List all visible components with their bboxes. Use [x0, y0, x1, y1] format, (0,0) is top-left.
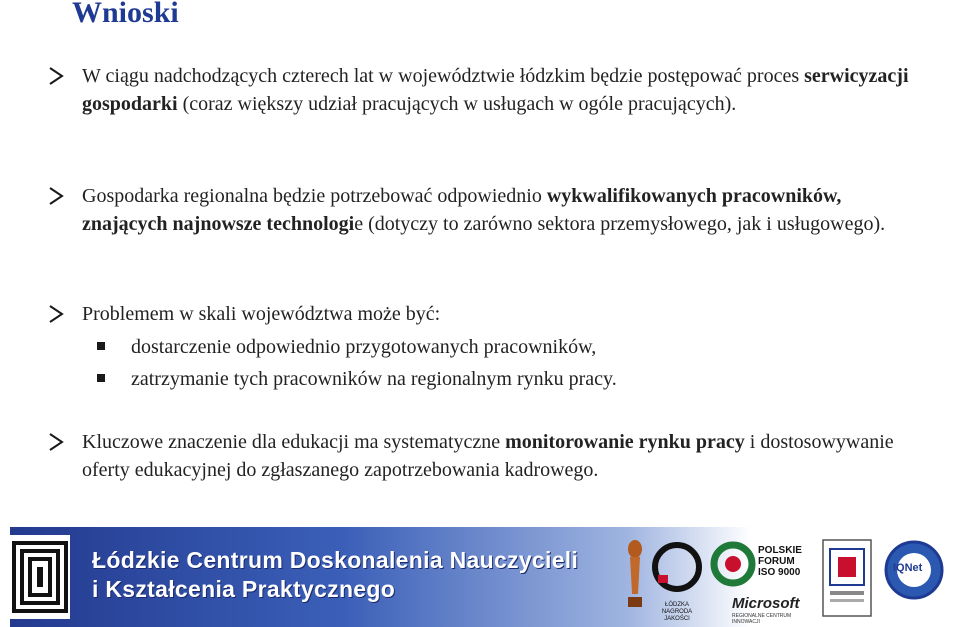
bullet-text: Kluczowe znaczenie dla edukacji ma systematyczne monitorowanie rynku pracy i dostosowywanie oferty edukacyjnej do zgłaszanego zapotrzebowania kadrowego.: [82, 431, 894, 481]
certificate-badge-icon: [822, 539, 872, 617]
bullet-4: [48, 429, 928, 484]
org-logo-icon: [10, 535, 70, 619]
org-name-line1: Łódzkie Centrum Doskonalenia Nauczycieli: [92, 547, 579, 573]
arrow-bullet-icon: [48, 433, 64, 451]
arrow-bullet-icon: [48, 67, 64, 85]
bullet-text: Gospodarka regionalna będzie potrzebować odpowiednio wykwalifikowanych pracowników, znających najnowsze technologie (dotyczy to zarówno sektora przemysłowego, jak i usługowego).: [82, 185, 886, 235]
arrow-bullet-icon: [48, 305, 64, 323]
bullet-2: [48, 183, 928, 238]
award-logo: ŁÓDZKA NAGRODA JAKOŚCI: [652, 539, 702, 619]
org-name-line2: i Kształcenia Praktycznego: [92, 576, 396, 602]
slide-title: Wnioski: [72, 0, 179, 29]
iso-forum-logo: POLSKIE FORUM ISO 9000 Microsoft REGIONALNE CENTRUM INNOWACJI: [710, 539, 810, 611]
square-bullet-icon: [97, 374, 105, 382]
arrow-bullet-icon: [48, 187, 64, 205]
sub-item-2: zatrzymanie tych pracowników na regionalnym rynku pracy.: [97, 366, 917, 393]
award-circle-icon: [652, 539, 702, 597]
microsoft-logo-text: Microsoft: [732, 595, 800, 612]
bullet-text: W ciągu nadchodzących czterech lat w województwie łódzkim będzie postępować proces serwicyzacji gospodarki (coraz większy udział pracujących w usługach w ogóle pracujących).: [82, 65, 909, 115]
bullet-3: [48, 301, 928, 329]
iqnet-logo: IQNet: [883, 539, 945, 619]
square-bullet-icon: [97, 342, 105, 350]
footer-banner: [0, 527, 960, 627]
bullet-1: [48, 63, 928, 118]
forum-circle-icon: [710, 541, 756, 587]
sub-item-1: dostarczenie odpowiednio przygotowanych pracowników,: [97, 334, 917, 361]
award-statue-icon: [622, 539, 648, 617]
bullet-text: Problemem w skali województwa może być:: [82, 303, 441, 325]
